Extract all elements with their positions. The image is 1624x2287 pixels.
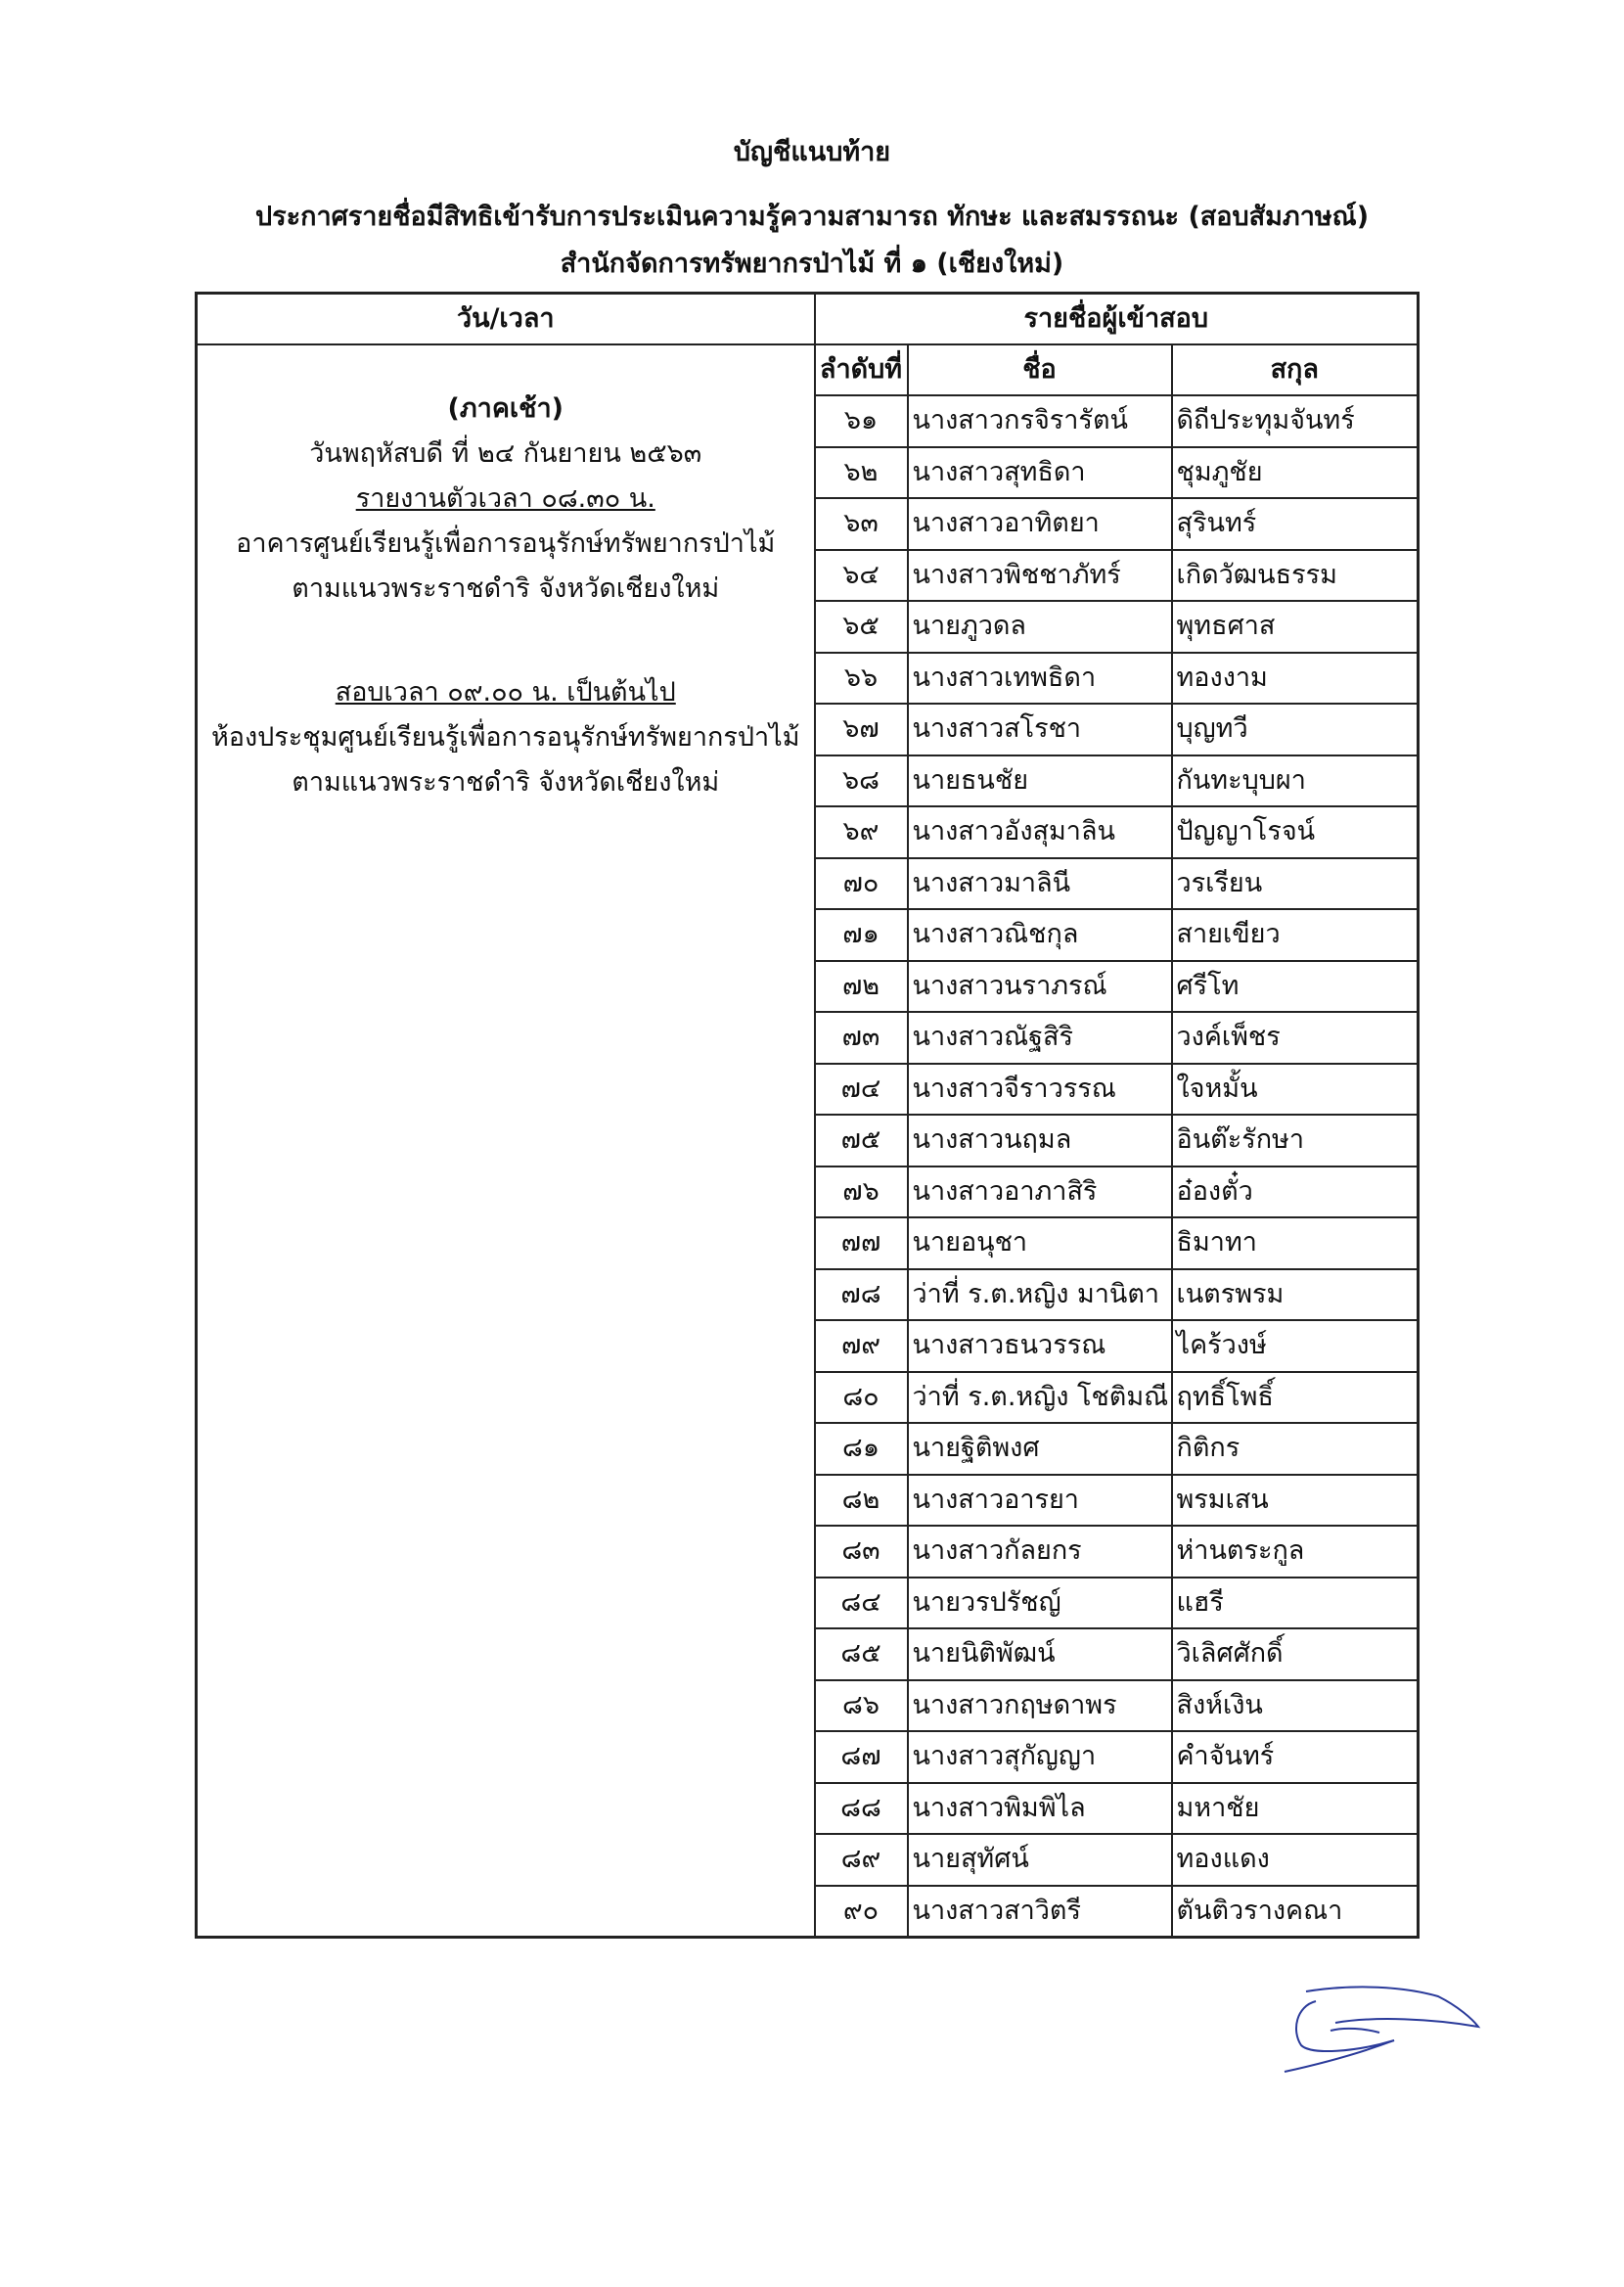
candidate-surname: บุญทวี bbox=[1172, 704, 1419, 755]
candidate-name: นายฐิติพงศ bbox=[908, 1423, 1172, 1475]
candidate-name: นางสาวอาทิตยา bbox=[908, 498, 1172, 550]
candidate-name: ว่าที่ ร.ต.หญิง โชติมณี bbox=[908, 1372, 1172, 1424]
candidate-name: นางสาวอังสุมาลิน bbox=[908, 806, 1172, 858]
signature bbox=[1277, 1962, 1482, 2080]
candidate-surname: ธิมาทา bbox=[1172, 1217, 1419, 1269]
candidate-surname: ใจหมั้น bbox=[1172, 1064, 1419, 1116]
row-number: ๗๒ bbox=[815, 961, 908, 1013]
row-number: ๘๖ bbox=[815, 1680, 908, 1732]
office-subtitle: สำนักจัดการทรัพยากรป่าไม้ ที่ ๑ (เชียงใหม่) bbox=[560, 249, 1064, 279]
candidate-surname: กิติกร bbox=[1172, 1423, 1419, 1475]
row-number: ๗๘ bbox=[815, 1269, 908, 1321]
row-number: ๖๑ bbox=[815, 395, 908, 447]
candidate-surname: ชุมภูชัย bbox=[1172, 447, 1419, 499]
candidate-name: นางสาวอาภาสิริ bbox=[908, 1166, 1172, 1218]
candidate-name: นายสุทัศน์ bbox=[908, 1834, 1172, 1886]
candidate-surname: ห่านตระกูล bbox=[1172, 1526, 1419, 1578]
candidate-surname: วงค์เพ็ชร bbox=[1172, 1012, 1419, 1064]
row-number: ๗๓ bbox=[815, 1012, 908, 1064]
row-number: ๖๙ bbox=[815, 806, 908, 858]
report-place-line-2: ตามแนวพระราชดำริ จังหวัดเชียงใหม่ bbox=[292, 573, 720, 604]
candidate-surname: มหาชัย bbox=[1172, 1783, 1419, 1835]
no-header: ลำดับที่ bbox=[815, 344, 908, 395]
report-time: รายงานตัวเวลา ๐๘.๓๐ น. bbox=[355, 483, 655, 514]
candidate-surname: สิงห์เงิน bbox=[1172, 1680, 1419, 1732]
row-number: ๘๘ bbox=[815, 1783, 908, 1835]
candidate-surname: สุรินทร์ bbox=[1172, 498, 1419, 550]
announcement-subtitle: ประกาศรายชื่อมีสิทธิเข้ารับการประเมินความรู้ความสามารถ ทักษะ และสมรรถนะ (สอบสัมภาษณ์) bbox=[254, 202, 1370, 232]
candidate-name: นางสาวพิมพิไล bbox=[908, 1783, 1172, 1835]
row-number: ๗๔ bbox=[815, 1064, 908, 1116]
row-number: ๗๑ bbox=[815, 909, 908, 961]
document-title: บัญชีแนบท้าย bbox=[733, 137, 891, 167]
row-number: ๖๒ bbox=[815, 447, 908, 499]
exam-time: สอบเวลา ๐๙.๐๐ น. เป็นต้นไป bbox=[335, 677, 676, 708]
table-header-row bbox=[197, 294, 1419, 345]
candidate-surname: พุทธศาส bbox=[1172, 601, 1419, 653]
candidate-name: นายวรปรัชญ์ bbox=[908, 1578, 1172, 1629]
row-number: ๘๑ bbox=[815, 1423, 908, 1475]
row-number: ๘๓ bbox=[815, 1526, 908, 1578]
candidate-name: นางสาวณิชกุล bbox=[908, 909, 1172, 961]
candidate-surname: ทองงาม bbox=[1172, 653, 1419, 705]
candidate-surname: วิเลิศศักดิ์ bbox=[1172, 1628, 1419, 1680]
surname-header: สกุล bbox=[1172, 344, 1419, 395]
candidate-surname: เกิดวัฒนธรรม bbox=[1172, 550, 1419, 602]
row-number: ๙๐ bbox=[815, 1886, 908, 1938]
candidate-name: นางสาวกฤษดาพร bbox=[908, 1680, 1172, 1732]
schedule-cell bbox=[197, 344, 815, 1938]
candidate-name: นางสาวกรจิรารัตน์ bbox=[908, 395, 1172, 447]
candidate-name: นายอนุชา bbox=[908, 1217, 1172, 1269]
row-number: ๖๓ bbox=[815, 498, 908, 550]
spacer bbox=[198, 612, 814, 670]
candidate-name: นางสาวมาลินี bbox=[908, 858, 1172, 910]
candidate-surname: อินต๊ะรักษา bbox=[1172, 1115, 1419, 1166]
exam-place-line-1: ห้องประชุมศูนย์เรียนรู้เพื่อการอนุรักษ์ทรัพยากรป่าไม้ bbox=[210, 722, 800, 753]
row-number: ๘๔ bbox=[815, 1578, 908, 1629]
candidate-surname: ตันติวรางคณา bbox=[1172, 1886, 1419, 1938]
candidate-surname: กันทะบุบผา bbox=[1172, 755, 1419, 807]
candidate-surname: ไคร้วงษ์ bbox=[1172, 1320, 1419, 1372]
row-number: ๖๘ bbox=[815, 755, 908, 807]
candidate-surname: วรเรียน bbox=[1172, 858, 1419, 910]
candidate-name: นางสาวสโรชา bbox=[908, 704, 1172, 755]
candidate-name: นางสาวจีราวรรณ bbox=[908, 1064, 1172, 1116]
row-number: ๗๗ bbox=[815, 1217, 908, 1269]
candidate-name: ว่าที่ ร.ต.หญิง มานิตา bbox=[908, 1269, 1172, 1321]
row-number: ๖๔ bbox=[815, 550, 908, 602]
candidate-name: นางสาวสาวิตรี bbox=[908, 1886, 1172, 1938]
candidate-surname: ศรีโท bbox=[1172, 961, 1419, 1013]
candidate-surname: คำจันทร์ bbox=[1172, 1731, 1419, 1783]
candidate-name: นางสาวสุทธิดา bbox=[908, 447, 1172, 499]
candidate-surname: แฮรี bbox=[1172, 1578, 1419, 1629]
candidate-name: นางสาวนราภรณ์ bbox=[908, 961, 1172, 1013]
candidate-surname: อ๋องตั๋ว bbox=[1172, 1166, 1419, 1218]
candidate-surname: เนตรพรม bbox=[1172, 1269, 1419, 1321]
candidate-surname: พรมเสน bbox=[1172, 1475, 1419, 1527]
row-number: ๘๐ bbox=[815, 1372, 908, 1424]
candidate-name: นางสาวเทพธิดา bbox=[908, 653, 1172, 705]
candidate-name: นางสาวอารยา bbox=[908, 1475, 1172, 1527]
row-number: ๘๕ bbox=[815, 1628, 908, 1680]
table-subheader-row bbox=[197, 344, 1419, 395]
exam-place-line-2: ตามแนวพระราชดำริ จังหวัดเชียงใหม่ bbox=[292, 767, 720, 798]
candidate-surname: ปัญญาโรจน์ bbox=[1172, 806, 1419, 858]
session-label: (ภาคเช้า) bbox=[447, 393, 564, 424]
candidate-surname: สายเขียว bbox=[1172, 909, 1419, 961]
row-number: ๘๗ bbox=[815, 1731, 908, 1783]
candidate-name: นางสาวกัลยกร bbox=[908, 1526, 1172, 1578]
row-number: ๘๙ bbox=[815, 1834, 908, 1886]
candidates-header: รายชื่อผู้เข้าสอบ bbox=[815, 294, 1419, 345]
row-number: ๗๕ bbox=[815, 1115, 908, 1166]
candidate-name: นางสาวณัฐสิริ bbox=[908, 1012, 1172, 1064]
row-number: ๗๖ bbox=[815, 1166, 908, 1218]
candidate-name: นายนิติพัฒน์ bbox=[908, 1628, 1172, 1680]
candidate-surname: ฤทธิ์โพธิ์ bbox=[1172, 1372, 1419, 1424]
row-number: ๘๒ bbox=[815, 1475, 908, 1527]
candidate-name: นางสาวธนวรรณ bbox=[908, 1320, 1172, 1372]
candidate-surname: ทองแดง bbox=[1172, 1834, 1419, 1886]
datetime-header: วัน/เวลา bbox=[197, 294, 815, 345]
candidate-name: นางสาวสุกัญญา bbox=[908, 1731, 1172, 1783]
row-number: ๗๙ bbox=[815, 1320, 908, 1372]
candidate-name: นายภูวดล bbox=[908, 601, 1172, 653]
exam-date: วันพฤหัสบดี ที่ ๒๔ กันยายน ๒๕๖๓ bbox=[309, 438, 702, 469]
candidate-surname: ดิถีประทุมจันทร์ bbox=[1172, 395, 1419, 447]
candidate-name: นางสาวนฤมล bbox=[908, 1115, 1172, 1166]
row-number: ๖๖ bbox=[815, 653, 908, 705]
row-number: ๖๕ bbox=[815, 601, 908, 653]
row-number: ๖๗ bbox=[815, 704, 908, 755]
report-place-line-1: อาคารศูนย์เรียนรู้เพื่อการอนุรักษ์ทรัพยากรป่าไม้ bbox=[236, 528, 776, 559]
name-header: ชื่อ bbox=[908, 344, 1172, 395]
candidate-name: นางสาวพิชชาภัทร์ bbox=[908, 550, 1172, 602]
candidate-table bbox=[195, 292, 1420, 1939]
row-number: ๗๐ bbox=[815, 858, 908, 910]
candidate-name: นายธนชัย bbox=[908, 755, 1172, 807]
